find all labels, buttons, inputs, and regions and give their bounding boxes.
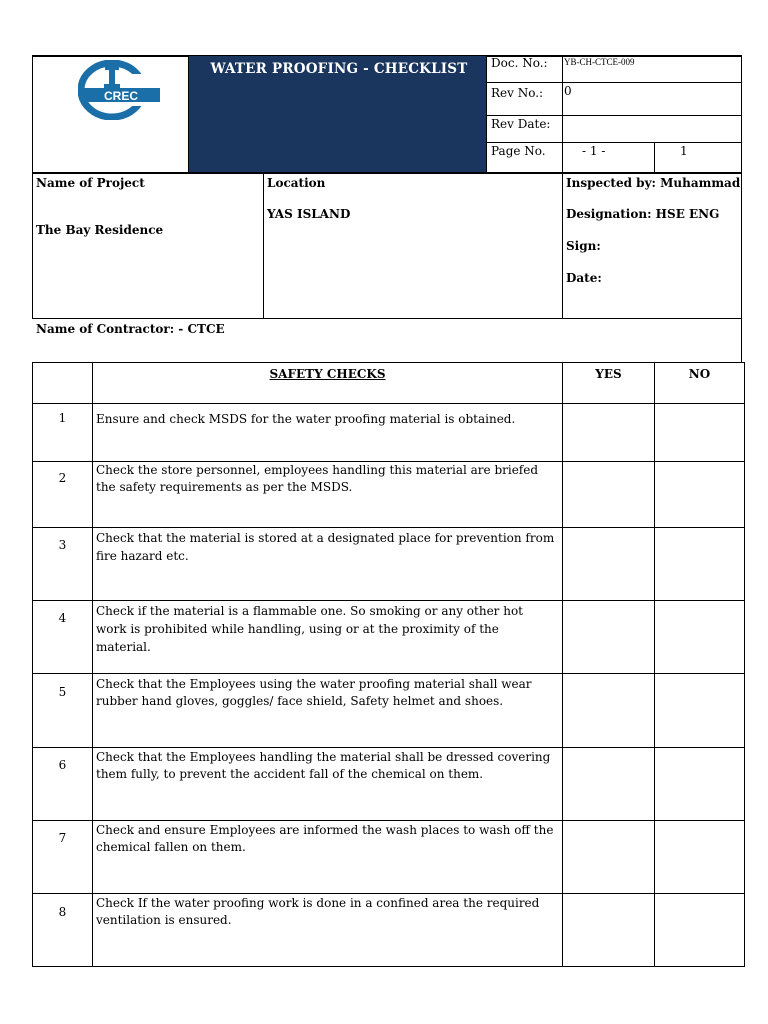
rev-no-label: Rev No.: — [491, 86, 544, 100]
yes-cell-5[interactable] — [563, 674, 654, 747]
yes-cell-1[interactable] — [563, 404, 654, 461]
check-item-text: Ensure and check MSDS for the water proofing material is obtained. — [96, 412, 516, 426]
check-item-text: Check the store personnel, employees handling this material are briefed the safety requirements as per the MSDS. — [96, 463, 539, 494]
yes-cell-3[interactable] — [563, 528, 654, 600]
document-title: WATER PROOFING - CHECKLIST — [210, 61, 468, 77]
row-number: 3 — [58, 538, 67, 552]
inspected-by: Inspected by: Muhammad — [566, 176, 741, 190]
doc-no-value: YB-CH-CTCE-009 — [564, 57, 635, 67]
crec-logo-icon — [78, 60, 164, 120]
row-number: 8 — [58, 905, 67, 919]
row-number: 1 — [58, 411, 67, 425]
page-no-label: Page No. — [491, 144, 546, 158]
company-logo — [78, 60, 164, 120]
no-cell-1[interactable] — [655, 404, 744, 461]
check-item-text: Check If the water proofing work is done in a confined area the required ventilation is ensured. — [96, 896, 540, 927]
check-item-text: Check that the material is stored at a designated place for prevention from fire hazard etc. — [96, 531, 555, 563]
doc-no-label: Doc. No.: — [491, 56, 548, 70]
location-value: YAS ISLAND — [267, 207, 351, 221]
check-item-text: Check if the material is a flammable one. So smoking or any other hot work is prohibited while handling, using or at the proximity of the material. — [96, 604, 523, 654]
col-header-safety-checks: SAFETY CHECKS — [269, 367, 386, 381]
date-label: Date: — [566, 271, 602, 285]
logo-text: CREC — [103, 89, 139, 103]
contractor-name: Name of Contractor: - CTCE — [36, 322, 225, 336]
page-no-value: - 1 - — [582, 144, 606, 158]
yes-cell-4[interactable] — [563, 601, 654, 673]
project-name-value: The Bay Residence — [36, 223, 164, 237]
row-number: 7 — [58, 831, 67, 845]
no-cell-5[interactable] — [655, 674, 744, 747]
rev-date-label: Rev Date: — [491, 117, 551, 131]
row-number: 6 — [58, 758, 67, 772]
no-cell-6[interactable] — [655, 748, 744, 820]
no-cell-2[interactable] — [655, 462, 744, 527]
project-name-label: Name of Project — [36, 176, 145, 190]
yes-cell-2[interactable] — [563, 462, 654, 527]
check-item-text: Check that the Employees using the water proofing material shall wear rubber hand gloves, goggles/ face shield, Safety helmet and shoes. — [96, 677, 532, 708]
row-number: 4 — [58, 611, 67, 625]
row-number: 2 — [58, 471, 67, 485]
no-cell-7[interactable] — [655, 821, 744, 893]
check-item-text: Check that the Employees handling the material shall be dressed covering them fully, to prevent the accident fall of the chemical on them. — [96, 750, 551, 781]
no-cell-8[interactable] — [655, 894, 744, 966]
check-item-text: Check and ensure Employees are informed the wash places to wash off the chemical fallen on them. — [96, 823, 554, 854]
yes-cell-7[interactable] — [563, 821, 654, 893]
sign-label: Sign: — [566, 239, 601, 253]
no-cell-4[interactable] — [655, 601, 744, 673]
designation: Designation: HSE ENG — [566, 207, 720, 221]
row-number: 5 — [58, 685, 67, 699]
no-cell-3[interactable] — [655, 528, 744, 600]
rev-no-value: 0 — [564, 84, 572, 98]
page-total: 1 — [680, 144, 688, 158]
location-label: Location — [267, 176, 326, 190]
col-header-no: NO — [688, 367, 711, 381]
yes-cell-8[interactable] — [563, 894, 654, 966]
yes-cell-6[interactable] — [563, 748, 654, 820]
col-header-yes: YES — [595, 367, 622, 381]
